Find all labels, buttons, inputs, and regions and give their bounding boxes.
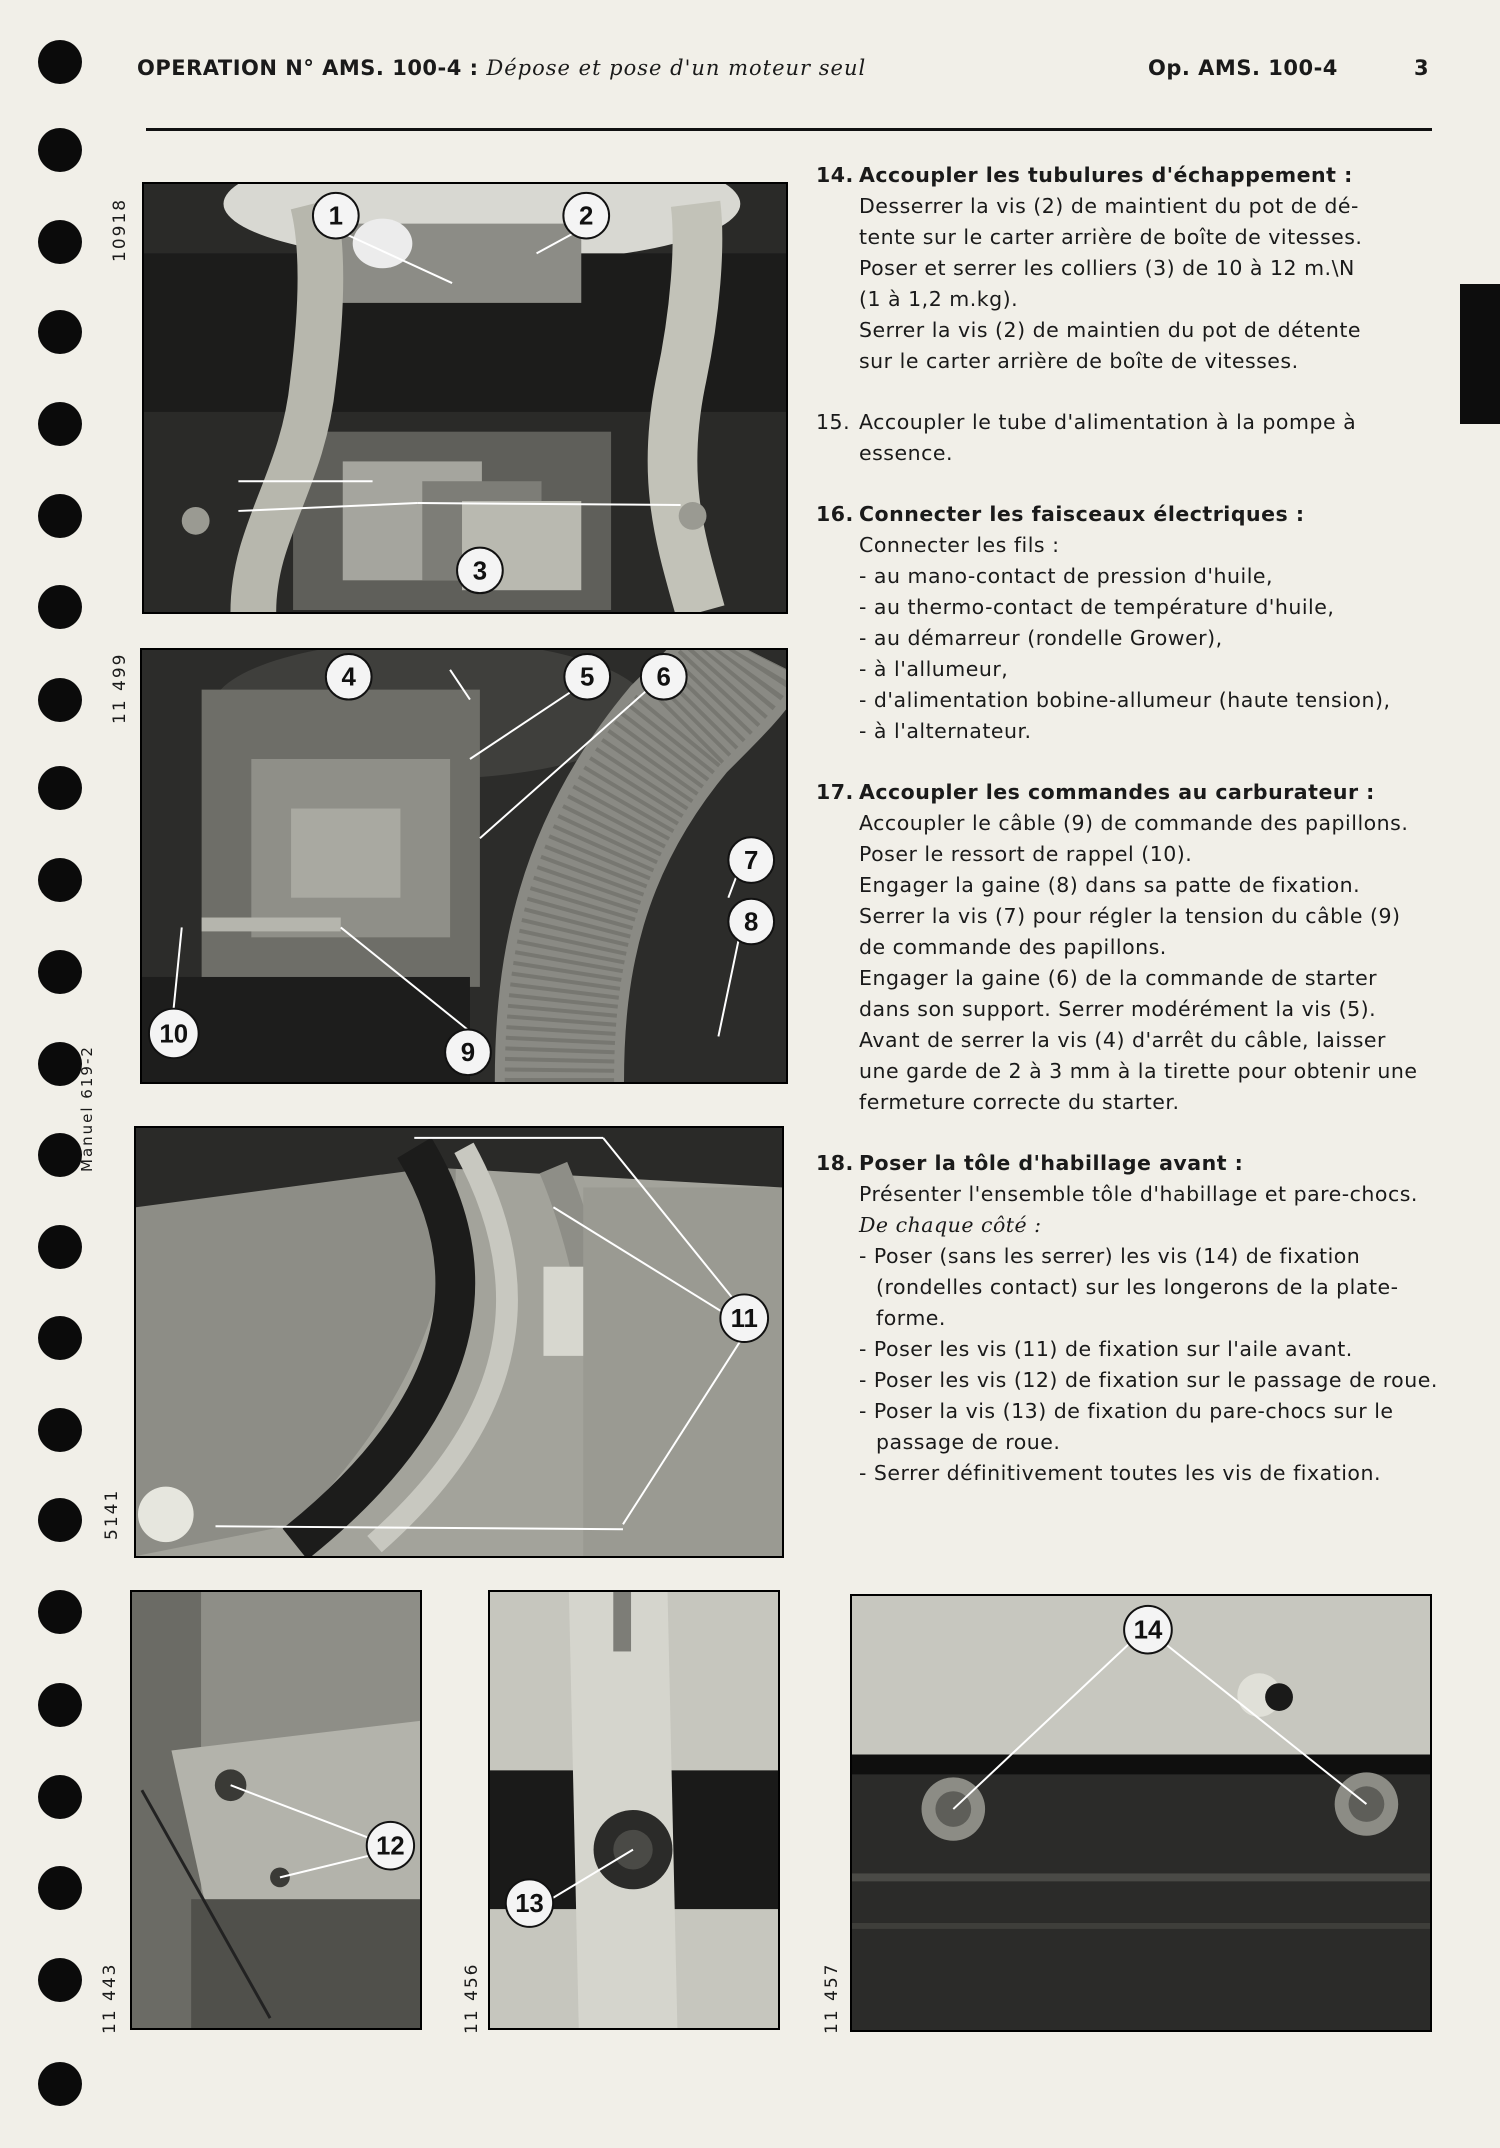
callout-2: 2 <box>579 202 594 231</box>
callout-5: 5 <box>580 663 595 692</box>
list-item: - Poser (sans les serrer) les vis (14) de fixation (rondelles contact) sur les longerons de la plate-forme. <box>859 1244 1399 1330</box>
step-title: Accoupler les commandes au carburateur : <box>859 780 1375 804</box>
step-line: (1 à 1,2 m.kg). <box>859 287 1019 311</box>
binder-hole <box>38 128 82 172</box>
step-number: 14. <box>816 163 854 187</box>
photo-exhaust-manifold <box>142 182 788 614</box>
step-title: Accoupler les tubulures d'échappement : <box>859 163 1353 187</box>
figure-ref: 11 499 <box>110 652 130 724</box>
binder-hole <box>38 1775 82 1819</box>
photo-longeron-screws <box>850 1594 1432 2032</box>
binder-hole <box>38 585 82 629</box>
list-item: - Poser les vis (12) de fixation sur le passage de roue. <box>859 1368 1438 1392</box>
callout-13: 13 <box>515 1890 544 1919</box>
binder-hole <box>38 950 82 994</box>
step-number: 16. <box>816 502 854 526</box>
list-item: - d'alimentation bobine-allumeur (haute tension), <box>859 688 1391 712</box>
manual-ref: Manuel 619-2 <box>78 1045 96 1172</box>
binder-hole <box>38 310 82 354</box>
step-line: Engager la gaine (6) de la commande de starter <box>859 966 1378 990</box>
step-line: Poser le ressort de rappel (10). <box>859 842 1193 866</box>
list-item: - Poser la vis (13) de fixation du pare-chocs sur le passage de roue. <box>859 1399 1394 1454</box>
binder-hole <box>38 858 82 902</box>
step-line: sur le carter arrière de boîte de vitesses. <box>859 349 1299 373</box>
figure-ref: 11 457 <box>822 1962 842 2034</box>
list-item: - au thermo-contact de température d'huile, <box>859 595 1335 619</box>
binder-hole <box>38 1042 82 1086</box>
photo-bumper-screw <box>488 1590 780 2030</box>
operation-title: Dépose et pose d'un moteur seul <box>486 56 867 80</box>
callout-10: 10 <box>159 1020 189 1049</box>
step-line: Desserrer la vis (2) de maintient du pot de dé- <box>859 194 1359 218</box>
photo-wheel-arch-screws <box>130 1590 422 2030</box>
step-number: 15. <box>816 410 851 434</box>
section-tab <box>1460 284 1500 424</box>
callout-6: 6 <box>656 663 671 692</box>
callout-4: 4 <box>341 663 356 692</box>
binder-hole <box>38 220 82 264</box>
photo-longeron-screws-image <box>852 1596 1430 2030</box>
callout-12: 12 <box>376 1832 405 1861</box>
binder-hole <box>38 40 82 84</box>
binder-hole <box>38 766 82 810</box>
step-14 <box>816 160 1456 377</box>
step-17 <box>816 777 1456 1118</box>
binder-hole <box>38 402 82 446</box>
step-title: Connecter les faisceaux électriques : <box>859 502 1305 526</box>
step-title: Poser la tôle d'habillage avant : <box>859 1151 1244 1175</box>
list-item: - à l'alternateur. <box>859 719 1032 743</box>
photo-wheel-arch-screws-image <box>132 1592 420 2028</box>
step-line: Serrer la vis (7) pour régler la tension du câble (9) <box>859 904 1401 928</box>
figure-ref: 5141 <box>102 1488 122 1540</box>
step-line: Connecter les fils : <box>859 533 1060 557</box>
figure-ref: 11 456 <box>462 1962 482 2034</box>
step-line: Poser et serrer les colliers (3) de 10 à 12 m.\N <box>859 256 1355 280</box>
step-number: 17. <box>816 780 854 804</box>
list-item: - Poser les vis (11) de fixation sur l'aile avant. <box>859 1337 1353 1361</box>
step-16 <box>816 499 1456 747</box>
step-15 <box>816 407 1456 469</box>
list-item: - au mano-contact de pression d'huile, <box>859 564 1274 588</box>
binder-hole <box>38 1866 82 1910</box>
binder-hole <box>38 2062 82 2106</box>
step-line: Avant de serrer la vis (4) d'arrêt du câble, laisser <box>859 1028 1386 1052</box>
step-line: essence. <box>859 441 953 465</box>
callout-11: 11 <box>730 1305 758 1334</box>
binder-hole <box>38 1958 82 2002</box>
binder-hole <box>38 1683 82 1727</box>
callout-9: 9 <box>460 1039 476 1068</box>
step-line: fermeture correcte du starter. <box>859 1090 1180 1114</box>
photo-bumper-screw-image <box>490 1592 778 2028</box>
page-number: 3 <box>1414 56 1430 80</box>
binder-hole <box>38 1590 82 1634</box>
step-line: Présenter l'ensemble tôle d'habillage et pare-chocs. <box>859 1182 1418 1206</box>
header-rule <box>146 128 1432 131</box>
step-title: Accoupler le tube d'alimentation à la pompe à <box>859 410 1357 434</box>
header-op-code: Op. AMS. 100-4 <box>1148 56 1338 80</box>
photo-front-panel-image <box>136 1128 782 1556</box>
binder-hole <box>38 1316 82 1360</box>
callout-7: 7 <box>744 847 759 875</box>
list-item: - à l'allumeur, <box>859 657 1009 681</box>
list-item: - Serrer définitivement toutes les vis de fixation. <box>859 1461 1381 1485</box>
list-item: - au démarreur (rondelle Grower), <box>859 626 1223 650</box>
step-line: Accoupler le câble (9) de commande des papillons. <box>859 811 1409 835</box>
binder-hole <box>38 678 82 722</box>
step-line: Serrer la vis (2) de maintien du pot de détente <box>859 318 1361 342</box>
photo-carburettor-controls <box>140 648 788 1084</box>
binder-hole <box>38 1133 82 1177</box>
step-line: tente sur le carter arrière de boîte de vitesses. <box>859 225 1363 249</box>
step-subheading: De chaque côté : <box>859 1213 1042 1237</box>
header-operation <box>137 56 866 80</box>
instruction-text <box>816 160 1456 1519</box>
step-line: Engager la gaine (8) dans sa patte de fixation. <box>859 873 1361 897</box>
photo-front-panel <box>134 1126 784 1558</box>
photo-exhaust-manifold-image <box>144 184 786 612</box>
callout-8: 8 <box>744 908 759 937</box>
figure-ref: 10918 <box>110 197 130 262</box>
binder-hole <box>38 1498 82 1542</box>
step-line: dans son support. Serrer modérément la vis (5). <box>859 997 1377 1021</box>
step-line: de commande des papillons. <box>859 935 1167 959</box>
step-number: 18. <box>816 1151 854 1175</box>
step-line: une garde de 2 à 3 mm à la tirette pour obtenir une <box>859 1059 1418 1083</box>
figure-ref: 11 443 <box>100 1962 120 2034</box>
callout-3: 3 <box>472 557 488 586</box>
binder-hole <box>38 1225 82 1269</box>
binder-hole <box>38 494 82 538</box>
step-18 <box>816 1148 1456 1489</box>
callout-14: 14 <box>1133 1616 1163 1645</box>
binder-hole <box>38 1408 82 1452</box>
photo-carburettor-controls-image <box>142 650 786 1082</box>
callout-1: 1 <box>328 202 343 231</box>
operation-label: OPERATION N° AMS. 100-4 : <box>137 56 479 80</box>
